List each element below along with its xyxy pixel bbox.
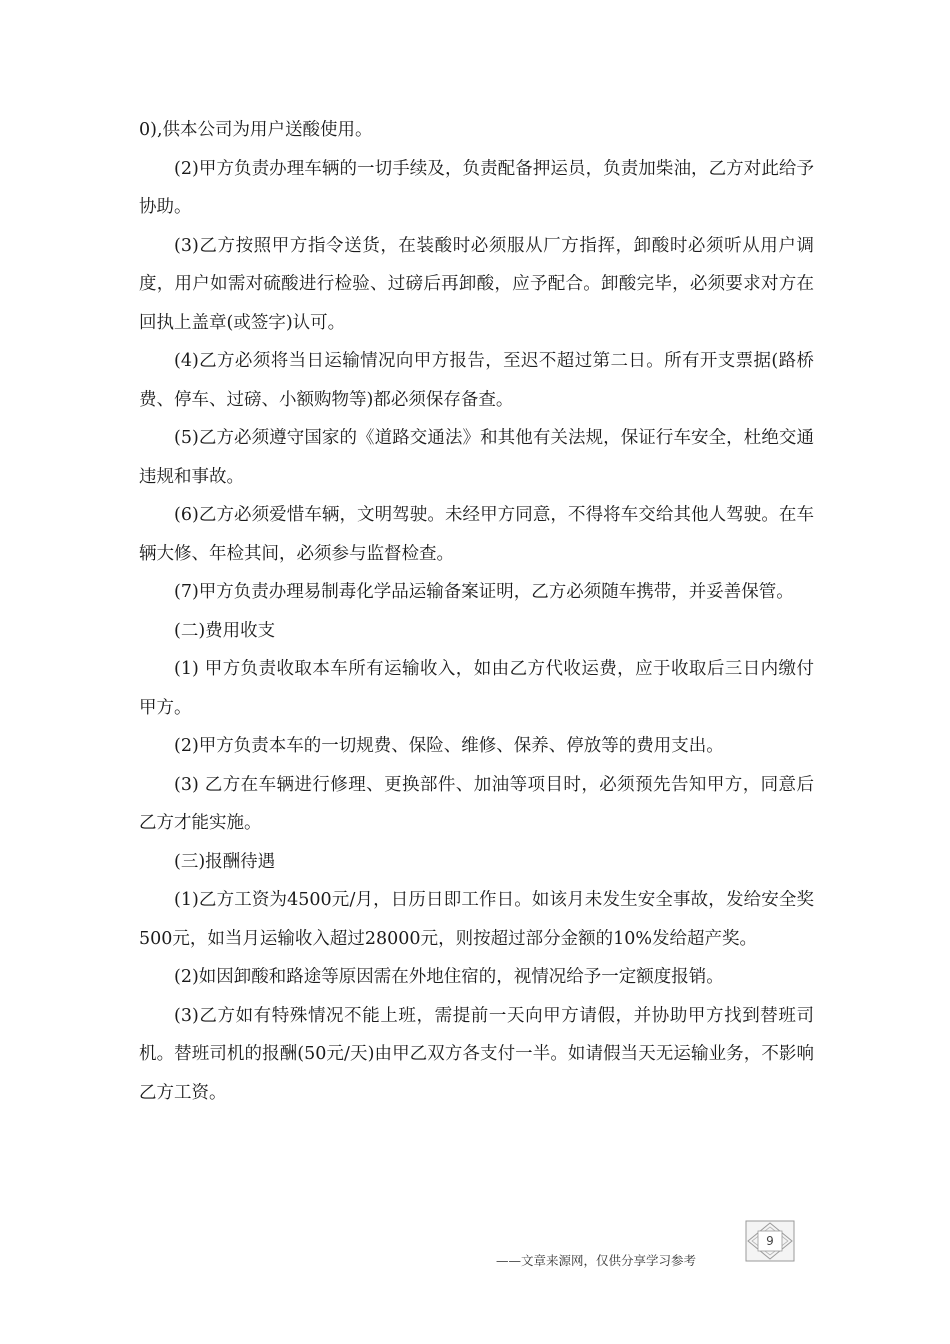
paragraph: 0),供本公司为用户送酸使用。	[139, 120, 373, 140]
paragraph: (5)乙方必须遵守国家的《道路交通法》和其他有关法规，保证行车安全，杜绝交通违规和事故。	[139, 428, 814, 487]
paragraph: (3)乙方如有特殊情况不能上班，需提前一天向甲方请假，并协助甲方找到替班司机。替班司机的报酬(50元/天)由甲乙双方各支付一半。如请假当天无运输业务，不影响乙方工资。	[139, 1005, 814, 1103]
section-heading: (二)费用收支	[174, 620, 276, 641]
paragraph: (3)乙方按照甲方指令送货，在装酸时必须服从厂方指挥，卸酸时必须听从用户调度，用户如需对硫酸进行检验、过磅后再卸酸，应予配合。卸酸完毕，必须要求对方在回执上盖章(或签字)认可。	[139, 235, 814, 333]
paragraph: (2)如因卸酸和路途等原因需在外地住宿的，视情况给予一定额度报销。	[174, 967, 724, 987]
paragraph: (6)乙方必须爱惜车辆，文明驾驶。未经甲方同意，不得将车交给其他人驾驶。在车辆大修、年检其间，必须参与监督检查。	[139, 505, 814, 564]
paragraph: (2)甲方负责办理车辆的一切手续及，负责配备押运员，负责加柴油，乙方对此给予协助。	[139, 158, 814, 217]
page-number: 9	[766, 1234, 774, 1248]
paragraph: (1) 甲方负责收取本车所有运输收入，如由乙方代收运费，应于收取后三日内缴付甲方。	[139, 659, 814, 718]
source-note: ——文章来源网，仅供分享学习参考	[496, 1253, 697, 1268]
paragraph: (4)乙方必须将当日运输情况向甲方报告，至迟不超过第二日。所有开支票据(路桥费、停车、过磅、小额购物等)都必须保存备查。	[139, 351, 814, 410]
paragraph: (2)甲方负责本车的一切规费、保险、维修、保养、停放等的费用支出。	[174, 736, 724, 756]
paragraph: (1)乙方工资为4500元/月，日历日即工作日。如该月未发生安全事故，发给安全奖500元，如当月运输收入超过28000元，则按超过部分金额的10%发给超产奖。	[139, 890, 814, 949]
paragraph: (7)甲方负责办理易制毒化学品运输备案证明，乙方必须随车携带，并妥善保管。	[174, 582, 794, 602]
section-heading: (三)报酬待遇	[174, 851, 276, 872]
page-footer	[0, 1210, 950, 1290]
body-text	[139, 111, 814, 1112]
paragraph: (3) 乙方在车辆进行修理、更换部件、加油等项目时，必须预先告知甲方，同意后乙方才能实施。	[139, 774, 814, 833]
